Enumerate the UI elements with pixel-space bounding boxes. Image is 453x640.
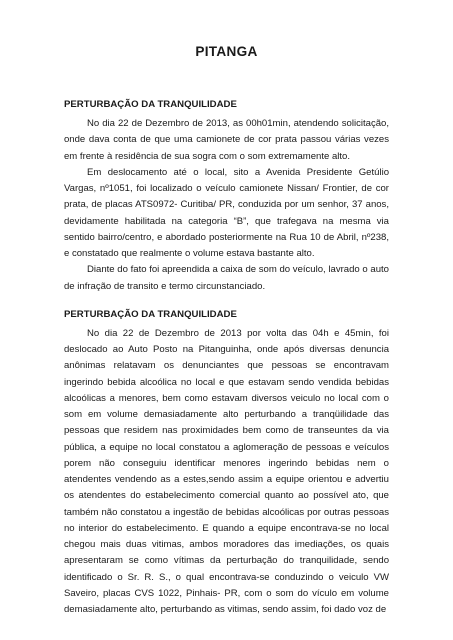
paragraph: Em deslocamento até o local, sito a Avenida Presidente Getúlio Vargas, nº1051, foi localizado o veículo camionete Nissan/ Frontier, de cor prata, de placas ATS0972- Curitiba/ PR, conduzida por um senhor, 37 anos, devidamente habilitada na categoria “B”, que trafegava na mesma via sentido bairro/centro, e abordado posteriormente na Rua 10 de Abril, nº238, e constatado que realmente o volume estava bastante alto. [64, 166, 389, 259]
section-1 [64, 99, 389, 295]
paragraph: No dia 22 de Dezembro de 2013, as 00h01min, atendendo solicitação, onde dava conta de que uma camionete de cor prata passou várias vezes em frente à residência de sua sogra com o som extremamente alto. [64, 118, 389, 162]
paragraph: No dia 22 de Dezembro de 2013 por volta das 04h e 45min, foi deslocado ao Auto Posto na Pitanguinha, onde após diversas denuncia anônimas relatavam os denunciantes que pessoas se encontravam ingerindo bebida alcoólica no local e que estavam sendo vendida bebidas alcoólicas a menores, bem como estavam diversos veiculo no local com o som em volume demasiadamente alto perturbando a tranqüilidade das pessoas que residem nas proximidades bem como de transeuntes da via pública, a equipe no local constatou a aglomeração de pessoas e veículos porem não conseguiu identificar menores ingerindo bebidas nem o atendentes vendendo as a estes,sendo assim a equipe orientou e advertiu os atendentes do estabelecimento comercial quanto ao possível ato, que também não constatou a ingestão de bebidas alcoólicas por outras pessoas no interior do estabelecimento. E quando a equipe encontrava-se no local chegou mais duas vitimas, ambos moradores das imediações, os quais apresentaram se como vítimas da perturbação do tranquilidade, sendo identificado o Sr. R. S., o qual encontrava-se conduzindo o veiculo VW Saveiro, placas CVS 1022, Pinhais- PR, com o som do vículo em volume demasiadamente alto, perturbando as vitimas, sendo assim, foi dado voz de [64, 327, 389, 615]
section-heading: PERTURBAÇÃO DA TRANQUILIDADE [64, 99, 237, 110]
section-2 [64, 309, 389, 619]
section-heading: PERTURBAÇÃO DA TRANQUILIDADE [64, 308, 237, 320]
paragraph: Diante do fato foi apreendida a caixa de som do veículo, lavrado o auto de infração de transito e termo circunstanciado. [64, 264, 389, 292]
document-title: PITANGA [195, 44, 258, 59]
